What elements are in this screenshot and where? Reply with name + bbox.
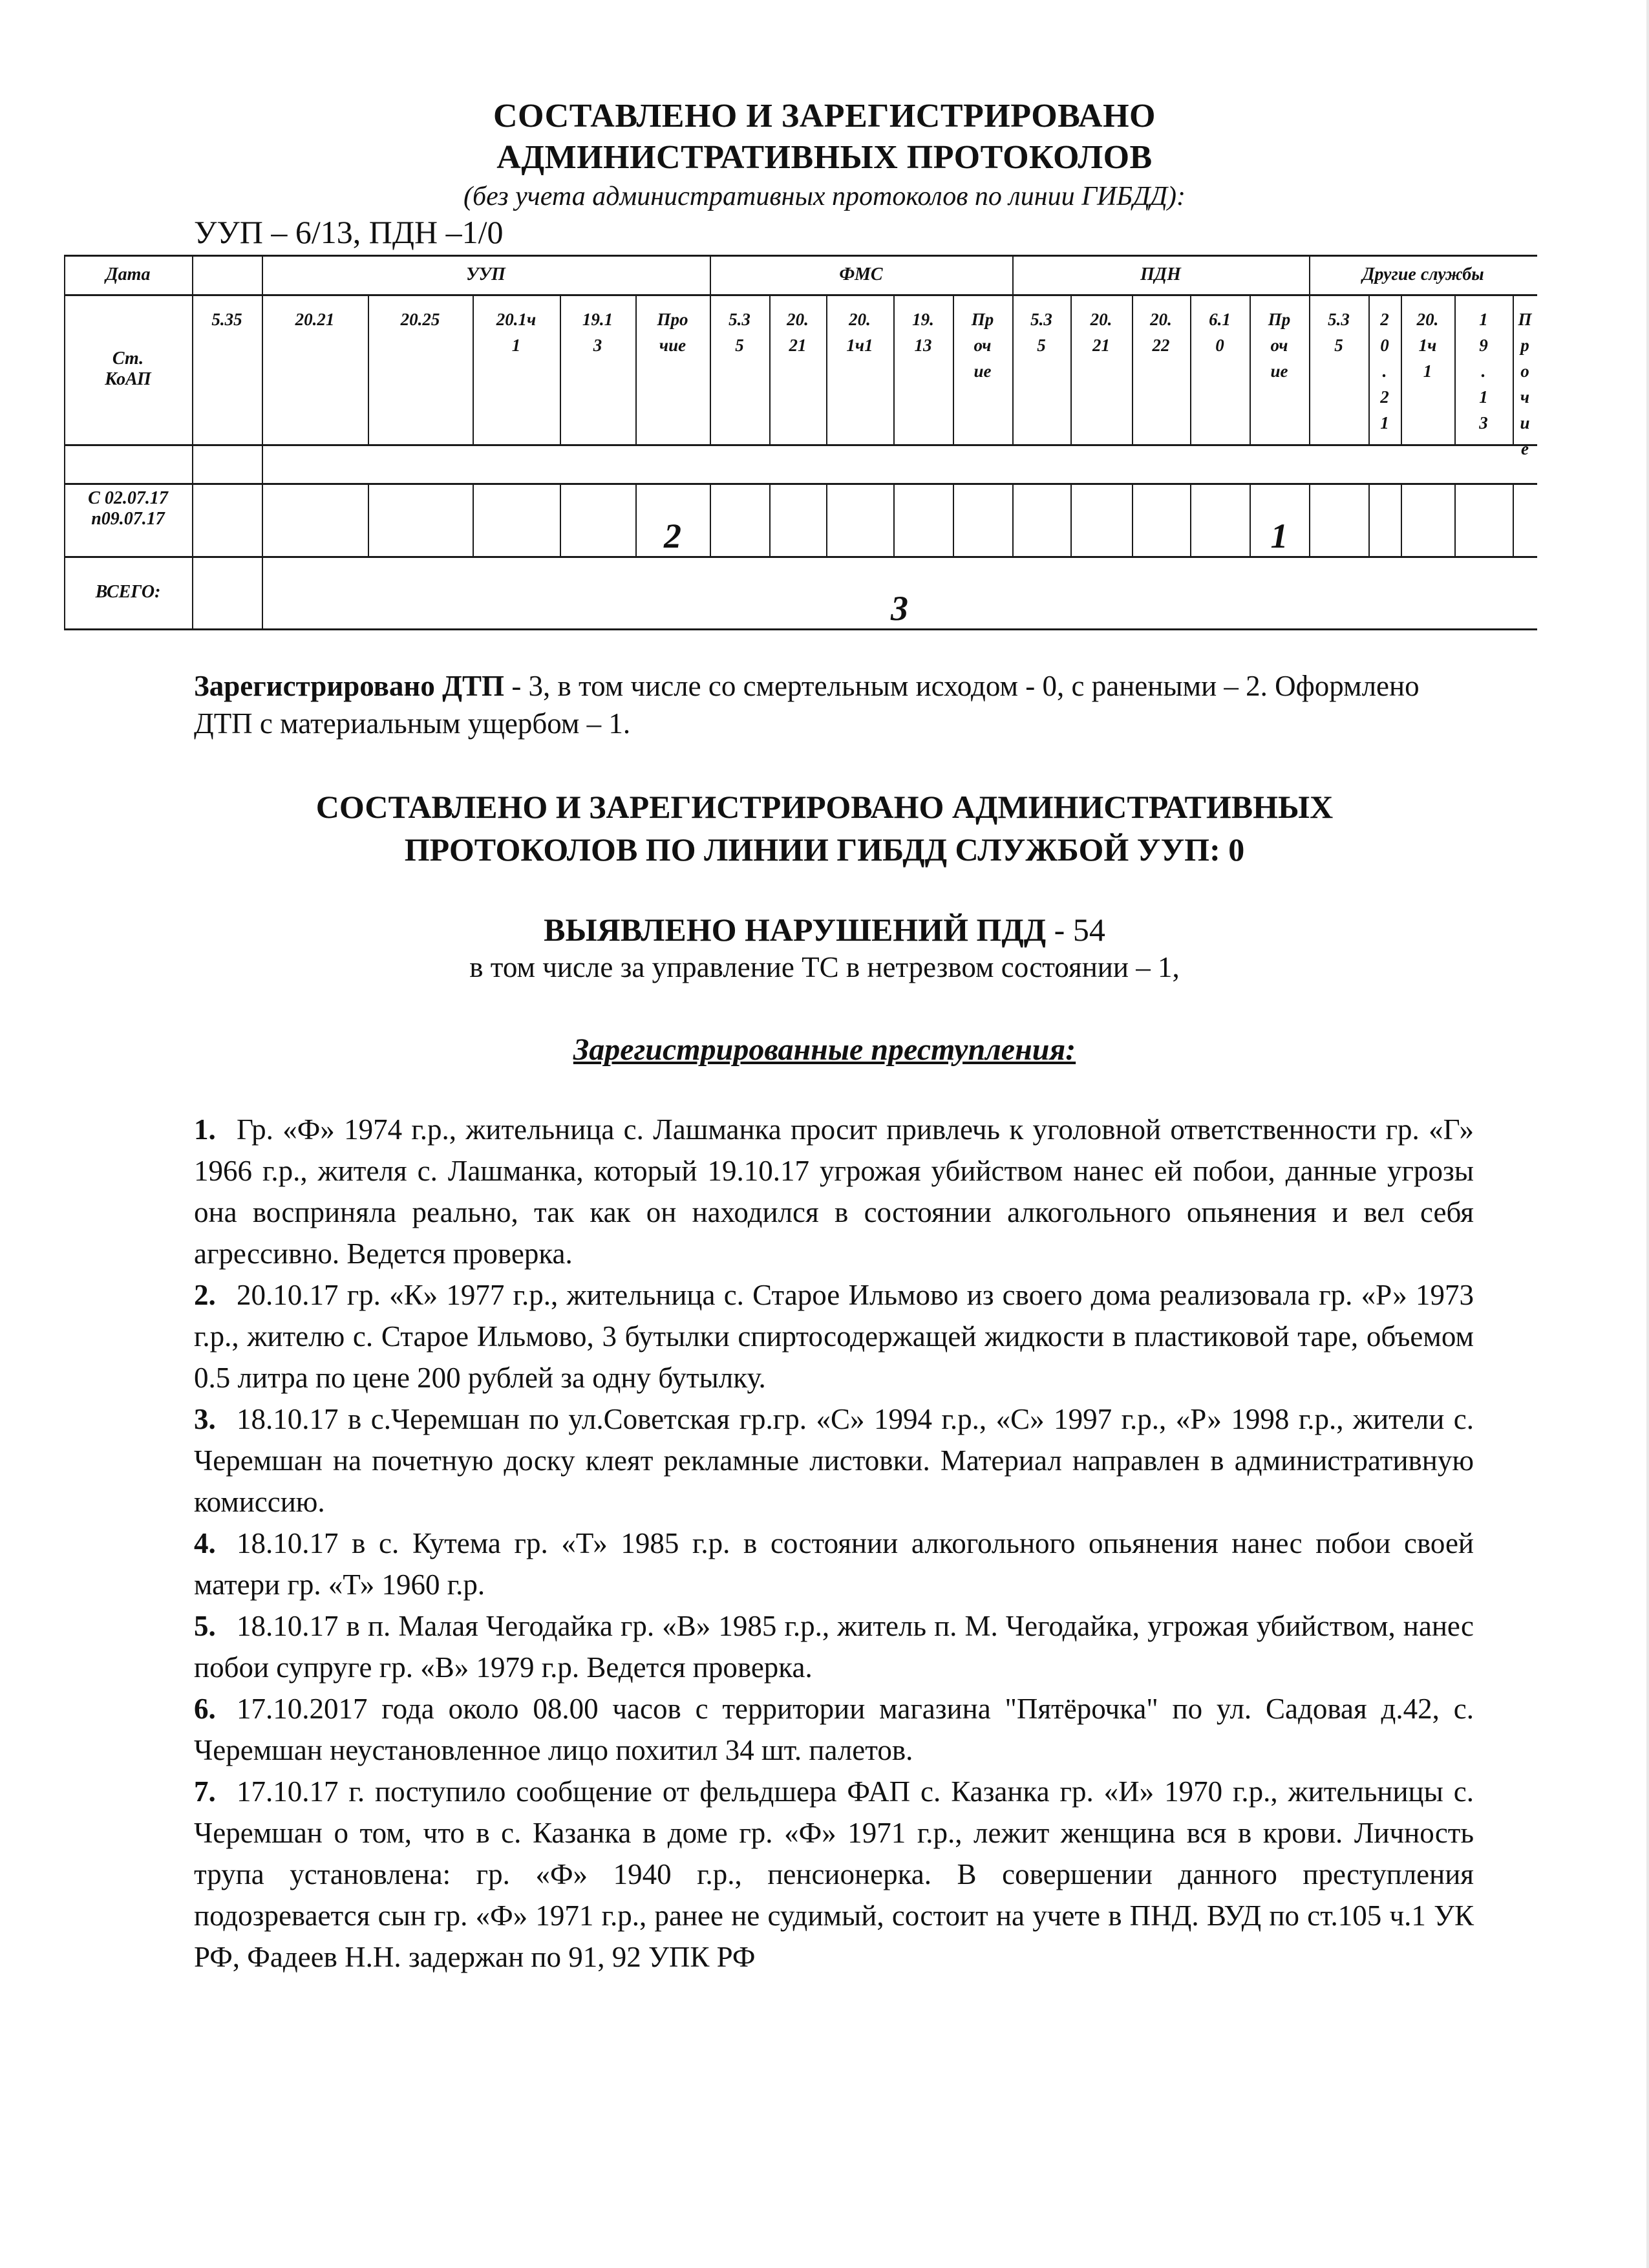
table-column-rule	[560, 483, 561, 556]
item-text: 18.10.17 в п. Малая Чегодайка гр. «В» 1985 г.р., житель п. М. Чегодайка, угрожая убийством, нанес побои супруге гр. «В» 1979 г.р. Ведется проверка.	[194, 1610, 1474, 1684]
column-header: 6.1 0	[1209, 310, 1231, 355]
list-item	[194, 1605, 1474, 1688]
list-item	[194, 1109, 1474, 1274]
group-header: УУП	[466, 264, 505, 284]
item-text: 17.10.2017 года около 08.00 часов с территории магазина "Пятёрочка" по ул. Садовая д.42, с. Черемшан неустановленное лицо похитил 34 шт. палетов.	[194, 1693, 1474, 1766]
total-label: ВСЕГО:	[95, 582, 161, 602]
table-row-rule	[64, 628, 1537, 630]
column-header: 20.1ч 1	[496, 310, 537, 355]
subtitle: (без учета административных протоколов по линии ГИБДД):	[463, 182, 1186, 211]
table-column-rule	[1070, 483, 1072, 556]
column-header: 20.25	[400, 310, 440, 329]
item-number: 2.	[194, 1279, 216, 1311]
period-date: С 02.07.17 п09.07.17	[88, 488, 168, 529]
column-header: 19.1 3	[582, 310, 613, 355]
column-header: 5.3 5	[1328, 310, 1350, 355]
table-column-rule	[1513, 483, 1514, 556]
column-header: 20. 1ч1	[846, 310, 873, 355]
crimes-heading: Зарегистрированные преступления:	[573, 1032, 1076, 1067]
column-header: 5.35	[211, 310, 242, 329]
violations-heading	[0, 908, 1649, 951]
table-column-rule	[473, 483, 474, 556]
title-line-1: СОСТАВЛЕНО И ЗАРЕГИСТРИРОВАНО	[493, 98, 1156, 134]
item-text: 17.10.17 г. поступило сообщение от фельдшера ФАП с. Казанка гр. «И» 1970 г.р., жительницы с. Черемшан о том, что в с. Казанка в доме гр. «Ф» 1971 г.р., лежит женщина вся в крови. Личность трупа установлена: гр. «Ф» 1940 г.р., пенсионерка. В совершении данного преступления подозревается сын гр. «Ф» 1971 г.р., ранее не судимый, состоит на учете в ПНД. ВУД по ст.105 ч.1 УК РФ, Фадеев Н.Н. задержан по 91, 92 УПК РФ	[194, 1775, 1474, 1973]
article-header: Ст. КоАП	[105, 348, 151, 389]
table-column-rule	[192, 483, 193, 556]
table-column-rule	[192, 255, 193, 294]
crimes-list	[194, 1109, 1474, 1978]
dtp-lead: Зарегистрировано ДТП	[194, 670, 505, 702]
column-header: 2 0 . 2 1	[1380, 310, 1389, 433]
table-row-rule	[64, 294, 1537, 296]
dtp-details: - 3, в том числе со смертельным исходом - 0, с ранеными – 2. Оформлено ДТП с материальным ущербом – 1.	[194, 670, 1420, 740]
title-line-2: АДМИНИСТРАТИВНЫХ ПРОТОКОЛОВ	[496, 139, 1153, 176]
gibdd-heading-line-2: ПРОТОКОЛОВ ПО ЛИНИИ ГИБДД СЛУЖБОЙ УУП: 0	[404, 831, 1245, 868]
protocol-counts: УУП – 6/13, ПДН –1/0	[194, 214, 504, 250]
table-column-rule	[893, 483, 895, 556]
table-column-rule	[1309, 483, 1310, 556]
scan-edge-shadow	[1646, 0, 1649, 2268]
column-header: П р о ч и е	[1518, 310, 1532, 458]
protocols-table	[64, 255, 1537, 628]
column-header: Пр оч ие	[971, 310, 994, 381]
column-header: 20.21	[295, 310, 335, 329]
column-header: 19. 13	[912, 310, 934, 355]
column-header: 5.3 5	[729, 310, 750, 355]
table-column-rule	[826, 483, 827, 556]
column-header: 20. 1ч 1	[1416, 310, 1439, 381]
item-number: 5.	[194, 1610, 216, 1642]
item-number: 7.	[194, 1775, 216, 1808]
table-column-rule	[953, 483, 954, 556]
table-column-rule	[1454, 483, 1456, 556]
table-column-rule	[1190, 483, 1191, 556]
table-column-rule	[192, 556, 193, 628]
violations-detail: в том числе за управление ТС в нетрезвом состоянии – 1,	[469, 951, 1180, 983]
total-value: 3	[891, 589, 908, 628]
table-column-rule	[1012, 483, 1014, 556]
table-row-rule	[64, 483, 1537, 485]
item-number: 1.	[194, 1113, 216, 1146]
violations-label: ВЫЯВЛЕНО НАРУШЕНИЙ ПДД	[544, 912, 1047, 948]
list-item	[194, 1398, 1474, 1523]
column-header: 20. 21	[787, 310, 809, 355]
item-text: 18.10.17 в с.Черемшан по ул.Советская гр.гр. «С» 1994 г.р., «С» 1997 г.р., «Р» 1998 г.р., жители с. Черемшан на почетную доску клеят рекламные листовки. Материал направлен в административную комиссию.	[194, 1403, 1474, 1518]
table-column-rule	[769, 483, 771, 556]
group-header: ПДН	[1140, 264, 1181, 284]
date-header: Дата	[105, 264, 151, 284]
table-column-rule	[262, 483, 263, 556]
item-text: 18.10.17 в с. Кутема гр. «Т» 1985 г.р. в состоянии алкогольного опьянения нанес побои своей матери гр. «Т» 1960 г.р.	[194, 1527, 1474, 1601]
column-header: 20. 21	[1090, 310, 1112, 355]
item-number: 4.	[194, 1527, 216, 1559]
item-text: 20.10.17 гр. «К» 1977 г.р., жительница с. Старое Ильмово из своего дома реализовала гр. «Р» 1973 г.р., жителю с. Старое Ильмово, 3 бутылки спиртосодержащей жидкости в пластиковой таре, объемом 0.5 литра по цене 200 рублей за одну бутылку.	[194, 1279, 1474, 1394]
table-column-rule	[710, 483, 711, 556]
list-item	[194, 1688, 1474, 1771]
table-column-rule	[1368, 483, 1370, 556]
dtp-paragraph	[194, 667, 1474, 742]
item-number: 6.	[194, 1693, 216, 1725]
column-header: 20. 22	[1150, 310, 1172, 355]
item-text: Гр. «Ф» 1974 г.р., жительница с. Лашманка просит привлечь к уголовной ответственности гр. «Г» 1966 г.р., жителя с. Лашманка, который 19.10.17 угрожая убийством нанес ей побои, данные угрозы она восприняла реально, так как он находился в состоянии алкогольного опьянения и вел себя агрессивно. Ведется проверка.	[194, 1113, 1474, 1270]
table-column-rule	[1401, 483, 1402, 556]
table-column-rule	[368, 483, 369, 556]
column-header: 5.3 5	[1030, 310, 1052, 355]
list-item	[194, 1771, 1474, 1978]
list-item	[194, 1274, 1474, 1398]
violations-count: - 54	[1046, 912, 1105, 948]
item-number: 3.	[194, 1403, 216, 1435]
group-header: Другие службы	[1362, 264, 1484, 284]
column-header: 1 9 . 1 3	[1479, 310, 1488, 433]
column-header: Про чие	[657, 310, 688, 355]
column-header: Пр оч ие	[1268, 310, 1291, 381]
list-item	[194, 1523, 1474, 1605]
gibdd-heading-line-1: СОСТАВЛЕНО И ЗАРЕГИСТРИРОВАНО АДМИНИСТРАТИВНЫХ	[315, 789, 1334, 825]
group-header: ФМС	[839, 264, 883, 284]
table-column-rule	[1132, 483, 1133, 556]
pdn-other-value: 1	[1270, 517, 1288, 555]
uup-other-value: 2	[664, 517, 681, 555]
